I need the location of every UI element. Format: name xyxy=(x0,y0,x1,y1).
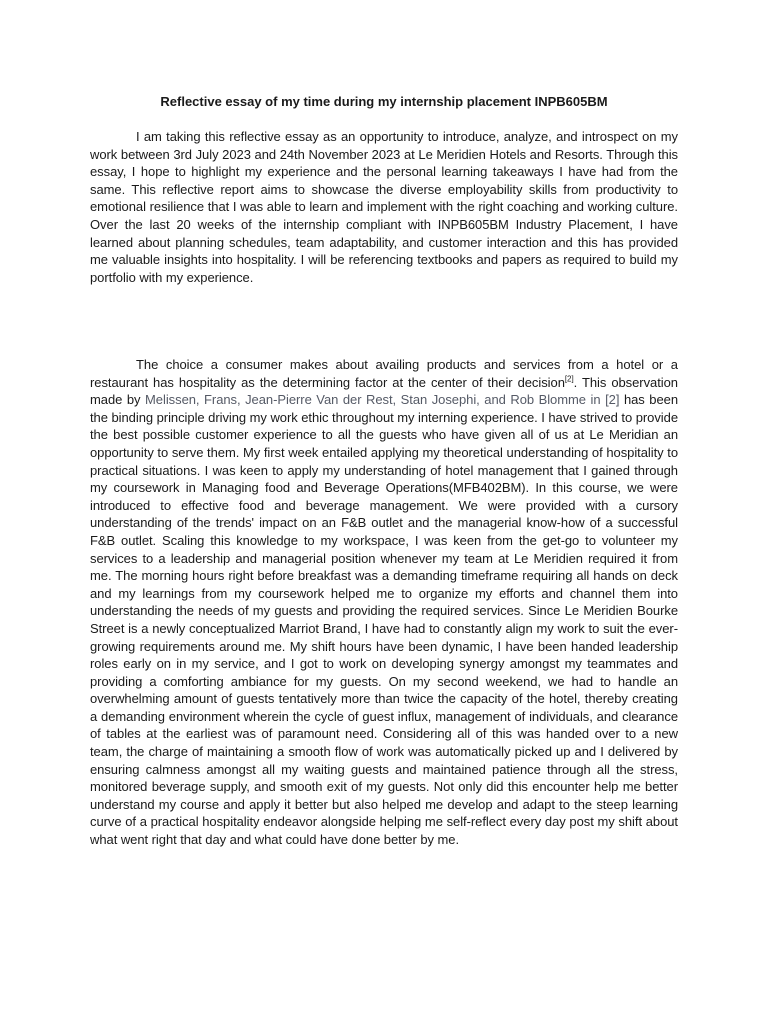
paragraph-2-text-2: . This observation made by xyxy=(90,374,678,408)
citation-reference: [2] xyxy=(605,392,620,408)
paragraph-introduction: I am taking this reflective essay as an opportunity to introduce, analyze, and introspect on my work between 3rd July 2023 and 24th November 2023 at Le Meridien Hotels and Resorts. Through this essay, I hope to highlight my experience and the personal learning takeaways I have had from the same. This reflective report aims to showcase the diverse employability skills from productivity to emotional resilience that I was able to learn and implement with the right coaching and working culture. Over the last 20 weeks of the internship compliant with INPB605BM Industry Placement, I have learned about planning schedules, team adaptability, and customer interaction and this has provided me valuable insights into hospitality. I will be referencing textbooks and papers as required to build my portfolio with my experience. xyxy=(90,129,678,285)
paragraph-2-text-1: The choice a consumer makes about availing products and services from a hotel or a restaurant has hospitality as the determining factor at the center of their decision xyxy=(90,357,678,390)
paragraph-2-text-3: has been the binding principle driving my work ethic throughout my interning experience. I have strived to provide the best possible customer experience to all the guests who have given all of us at Le Meridian an opportunity to serve them. My first week entailed applying my theoretical understanding of hospitality to practical situations. I was keen to apply my understanding of hotel management that I gained through my coursework in Managing food and Beverage Operations(MFB402BM). In this course, we were introduced to effective food and beverage management. We were provided with a cursory understanding of the trends' impact on an F&B outlet and the managerial know-how of a successful F&B outlet. Scaling this knowledge to my workspace, I was keen from the get-go to volunteer my services to a leadership and managerial position whenever my team at Le Meridien required it from me. The morning hours right before breakfast was a demanding timeframe requiring all hands on deck and my learnings from my coursework helped me to organize my efforts and channel them into understanding the needs of my guests and providing the required services. Since Le Meridien Bourke Street is a newly conceptualized Marriot Brand, I have had to constantly align my work to suit the ever-growing requirements around me. My shift hours have been dynamic, I have been handed leadership roles early on in my service, and I got to work on developing synergy amongst my teammates and providing a comforting ambiance for my guests. On my second weekend, we had to handle an overwhelming amount of guests tentatively more than twice the capacity of the hotel, thereby creating a demanding environment wherein the cycle of guest influx, management of individuals, and clearance of tables at the earliest was of paramount need. Considering all of this was handed over to a new team, the charge of maintaining a smooth flow of work was automatically picked up and I delivered by ensuring calmness amongst all my waiting guests and maintained patience through all the stress, monitored beverage supply, and smooth exit of my guests. Not only did this encounter help me better understand my course and apply it better but also helped me develop and adapt to the steep learning curve of a practical hospitality endeavor alongside helping me self-reflect every day post my shift about what went right that day and what could have done better by me. xyxy=(90,392,679,848)
citation-authors: Melissen, Frans, Jean-Pierre Van der Rest, Stan Josephi, and Rob Blomme in xyxy=(145,392,601,408)
paragraph-hospitality-experience xyxy=(90,356,678,849)
essay-title: Reflective essay of my time during my internship placement INPB605BM xyxy=(160,94,608,109)
citation-superscript: [2] xyxy=(564,374,574,384)
